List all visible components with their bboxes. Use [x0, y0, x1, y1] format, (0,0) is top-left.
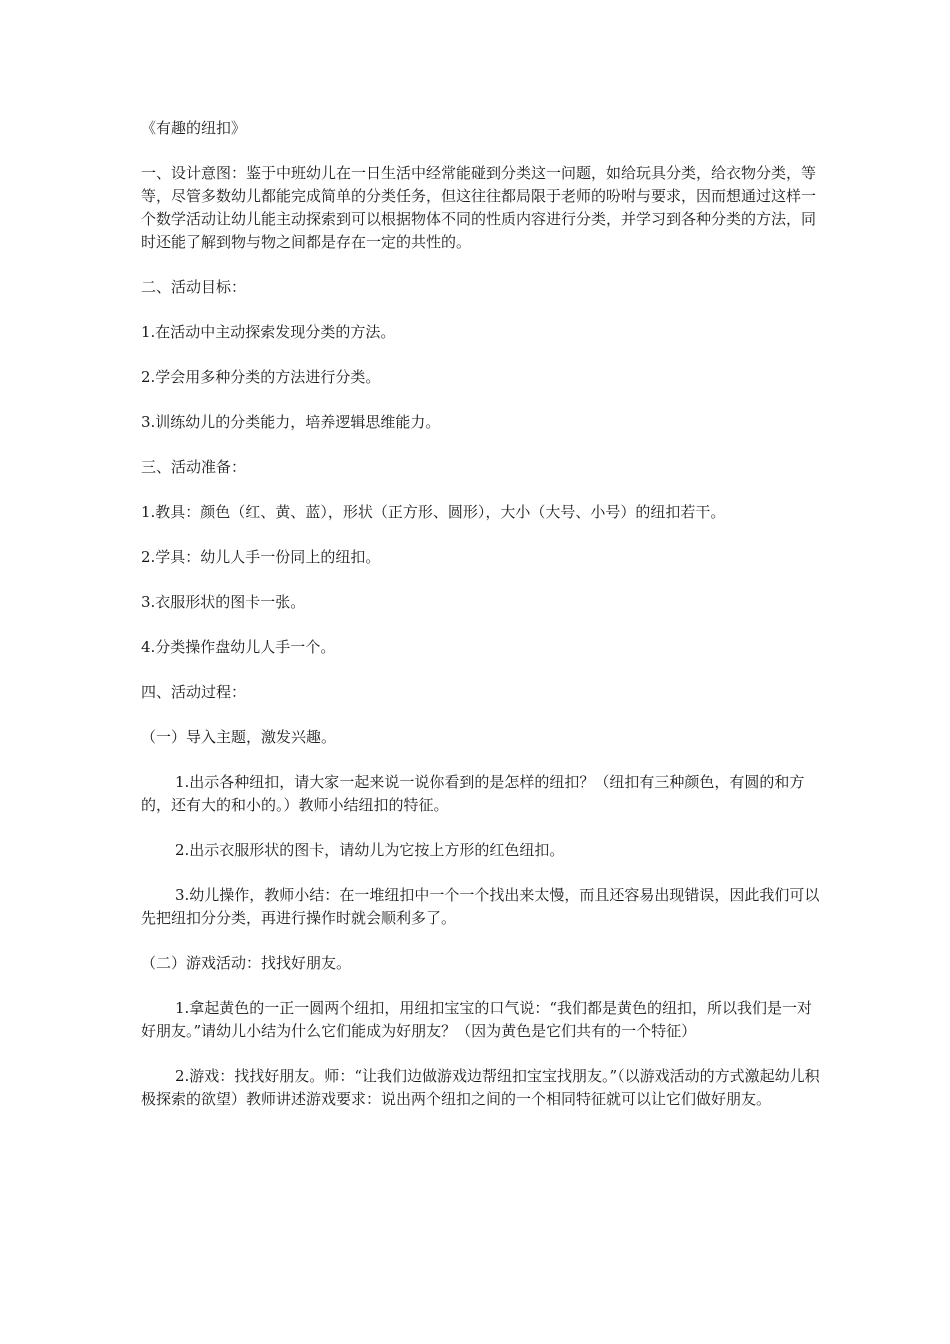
document-title: 《有趣的纽扣》: [141, 119, 247, 137]
goal-item: 2.学会用多种分类的方法进行分类。: [141, 368, 381, 386]
prep-item: 1.教具：颜色（红、黄、蓝），形状（正方形、圆形），大小（大号、小号）的纽扣若干。: [141, 503, 726, 521]
goal-item: 3.训练幼儿的分类能力，培养逻辑思维能力。: [141, 413, 441, 431]
prep-item: 2.学具：幼儿人手一份同上的纽扣。: [141, 548, 381, 566]
part1-step: 2.出示衣服形状的图卡，请幼儿为它按上方形的红色纽扣。: [175, 841, 565, 859]
part2-heading: （二）游戏活动：找找好朋友。: [141, 954, 352, 972]
goals-heading: 二、活动目标：: [141, 278, 247, 296]
part1-step: 1.出示各种纽扣，请大家一起来说一说你看到的是怎样的纽扣？（纽扣有三种颜色，有圆的和方的，还有大的和小的。）教师小结纽扣的特征。: [141, 773, 805, 814]
design-intent-paragraph: 一、设计意图：鉴于中班幼儿在一日生活中经常能碰到分类这一问题，如给玩具分类，给衣物分类，等等，尽管多数幼儿都能完成简单的分类任务，但这往往都局限于老师的吩咐与要求，因而想通过这样一个数学活动让幼儿能主动探索到可以根据物体不同的性质内容进行分类，并学习到各种分类的方法，同时还能了解到物与物之间都是存在一定的共性的。: [141, 164, 817, 251]
part2-step: 2.游戏：找找好朋友。师：“让我们边做游戏边帮纽扣宝宝找朋友。”（以游戏活动的方式激起幼儿积极探索的欲望）教师讲述游戏要求：说出两个纽扣之间的一个相同特征就可以让它们做好朋友。: [141, 1067, 820, 1108]
goal-item: 1.在活动中主动探索发现分类的方法。: [141, 323, 396, 341]
part1-heading: （一）导入主题，激发兴趣。: [141, 728, 337, 746]
prep-item: 3.衣服形状的图卡一张。: [141, 593, 306, 611]
prep-item: 4.分类操作盘幼儿人手一个。: [141, 638, 336, 656]
document-body: [141, 117, 821, 1111]
prep-heading: 三、活动准备：: [141, 458, 247, 476]
part1-step: 3.幼儿操作，教师小结：在一堆纽扣中一个一个找出来太慢，而且还容易出现错误，因此我们可以先把纽扣分分类，再进行操作时就会顺利多了。: [141, 886, 820, 927]
process-heading: 四、活动过程：: [141, 683, 247, 701]
part2-step: 1.拿起黄色的一正一圆两个纽扣，用纽扣宝宝的口气说：“我们都是黄色的纽扣，所以我们是一对好朋友。”请幼儿小结为什么它们能成为好朋友？（因为黄色是它们共有的一个特征）: [141, 999, 812, 1040]
